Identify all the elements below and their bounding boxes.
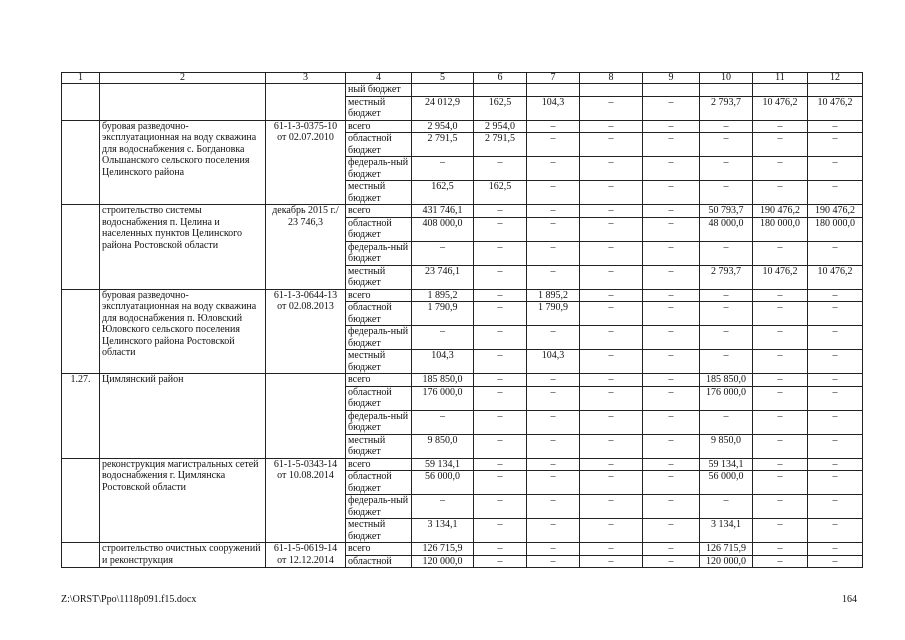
cell-value: – xyxy=(700,350,753,374)
funding-type: местный бюджет xyxy=(346,519,412,543)
table-row xyxy=(62,289,863,302)
cell-value: – xyxy=(753,350,808,374)
cell-value: – xyxy=(753,326,808,350)
cell-value: – xyxy=(643,386,700,410)
cell-value: – xyxy=(700,241,753,265)
cell-value: – xyxy=(412,326,474,350)
cell-value: – xyxy=(474,458,527,471)
cell-value: – xyxy=(474,350,527,374)
funding-type: местный бюджет xyxy=(346,96,412,120)
cell-value: – xyxy=(753,495,808,519)
cell-value: – xyxy=(527,471,580,495)
cell-value: – xyxy=(753,241,808,265)
cell-value: – xyxy=(643,495,700,519)
cell-value: – xyxy=(753,458,808,471)
cell-value: – xyxy=(643,157,700,181)
cell-value: 2 791,5 xyxy=(412,133,474,157)
file-path: Z:\ORST\Ppo\1118p091.f15.docx xyxy=(61,594,197,605)
cell-value: – xyxy=(580,326,643,350)
cell-value: – xyxy=(527,217,580,241)
cell-value: 162,5 xyxy=(412,181,474,205)
cell-value: – xyxy=(474,543,527,556)
object-code xyxy=(266,84,346,121)
cell-value: – xyxy=(527,265,580,289)
cell-value: – xyxy=(580,386,643,410)
cell-value: 1 790,9 xyxy=(412,302,474,326)
cell-value: – xyxy=(580,410,643,434)
funding-type: областной бюджет xyxy=(346,217,412,241)
funding-type: всего xyxy=(346,205,412,218)
cell-value: – xyxy=(474,495,527,519)
table-row xyxy=(62,374,863,387)
cell-value: – xyxy=(643,555,700,568)
row-number xyxy=(62,120,100,205)
cell-value: – xyxy=(808,374,863,387)
table-row xyxy=(62,120,863,133)
cell-value: 190 476,2 xyxy=(808,205,863,218)
row-number xyxy=(62,84,100,121)
object-code xyxy=(266,374,346,459)
object-name: буровая разведочно-эксплуатационная на воду скважина для водоснабжения с. Богдановка Ольшанского сельского поселения Целинского района xyxy=(100,120,266,205)
funding-type: всего xyxy=(346,289,412,302)
object-code: 61-1-3-0375-10 от 02.07.2010 xyxy=(266,120,346,205)
cell-value: – xyxy=(643,265,700,289)
cell-value: 3 134,1 xyxy=(412,519,474,543)
cell-value: – xyxy=(527,181,580,205)
cell-value: 180 000,0 xyxy=(808,217,863,241)
funding-type: областной xyxy=(346,555,412,568)
cell-value: – xyxy=(643,133,700,157)
cell-value: – xyxy=(580,241,643,265)
cell-value: 1 895,2 xyxy=(527,289,580,302)
cell-value: 9 850,0 xyxy=(412,434,474,458)
cell-value: – xyxy=(753,543,808,556)
funding-type: местный бюджет xyxy=(346,434,412,458)
cell-value: – xyxy=(527,205,580,218)
table-row xyxy=(62,543,863,556)
funding-type: федераль-ный бюджет xyxy=(346,157,412,181)
object-code: 61-1-5-0343-14 от 10.08.2014 xyxy=(266,458,346,543)
cell-value: – xyxy=(643,350,700,374)
cell-value: – xyxy=(580,350,643,374)
cell-value: – xyxy=(643,434,700,458)
cell-value: – xyxy=(580,289,643,302)
budget-table xyxy=(61,72,863,568)
cell-value: – xyxy=(474,289,527,302)
cell-value: 176 000,0 xyxy=(412,386,474,410)
cell-value: – xyxy=(474,555,527,568)
cell-value: – xyxy=(580,133,643,157)
cell-value: 23 746,1 xyxy=(412,265,474,289)
cell-value: – xyxy=(753,410,808,434)
cell-value: – xyxy=(580,181,643,205)
cell-value: 120 000,0 xyxy=(412,555,474,568)
row-number xyxy=(62,205,100,290)
table-row xyxy=(62,84,863,97)
cell-value: – xyxy=(412,495,474,519)
cell-value: 24 012,9 xyxy=(412,96,474,120)
cell-value: – xyxy=(753,374,808,387)
cell-value: – xyxy=(700,157,753,181)
cell-value: – xyxy=(643,410,700,434)
cell-value: – xyxy=(643,458,700,471)
cell-value: – xyxy=(412,241,474,265)
cell-value: – xyxy=(643,519,700,543)
cell-value: – xyxy=(580,302,643,326)
cell-value: – xyxy=(808,157,863,181)
cell-value: – xyxy=(700,289,753,302)
cell-value: – xyxy=(580,157,643,181)
cell-value: – xyxy=(753,289,808,302)
funding-type: всего xyxy=(346,458,412,471)
row-number xyxy=(62,289,100,374)
cell-value: – xyxy=(700,326,753,350)
cell-value: – xyxy=(808,326,863,350)
cell-value: – xyxy=(580,205,643,218)
cell-value: – xyxy=(643,96,700,120)
cell-value: – xyxy=(474,241,527,265)
cell-value: 120 000,0 xyxy=(700,555,753,568)
funding-type: местный бюджет xyxy=(346,181,412,205)
cell-value: – xyxy=(474,386,527,410)
cell-value: – xyxy=(412,157,474,181)
cell-value: – xyxy=(808,495,863,519)
cell-value: – xyxy=(808,386,863,410)
col-header: 4 xyxy=(346,73,412,84)
cell-value: 126 715,9 xyxy=(700,543,753,556)
page-number: 164 xyxy=(842,594,857,605)
col-header: 3 xyxy=(266,73,346,84)
object-name: реконструкция магистральных сетей водоснабжения г. Цимлянска Ростовской области xyxy=(100,458,266,543)
cell-value: – xyxy=(643,289,700,302)
col-header: 12 xyxy=(808,73,863,84)
row-number: 1.27. xyxy=(62,374,100,459)
cell-value: – xyxy=(643,374,700,387)
cell-value: – xyxy=(808,120,863,133)
cell-value: – xyxy=(580,471,643,495)
funding-type: федераль-ный бюджет xyxy=(346,241,412,265)
cell-value: – xyxy=(474,471,527,495)
cell-value: – xyxy=(643,302,700,326)
cell-value: – xyxy=(580,543,643,556)
cell-value: – xyxy=(700,120,753,133)
table-row xyxy=(62,458,863,471)
col-header: 6 xyxy=(474,73,527,84)
object-code: 61-1-5-0619-14 от 12.12.2014 xyxy=(266,543,346,568)
cell-value: – xyxy=(474,265,527,289)
cell-value: – xyxy=(527,543,580,556)
cell-value: – xyxy=(580,458,643,471)
cell-value: 48 000,0 xyxy=(700,217,753,241)
cell-value: – xyxy=(474,374,527,387)
cell-value: 190 476,2 xyxy=(753,205,808,218)
cell-value: – xyxy=(643,241,700,265)
funding-type: федераль-ный бюджет xyxy=(346,410,412,434)
cell-value: – xyxy=(808,241,863,265)
cell-value: – xyxy=(753,519,808,543)
cell-value: – xyxy=(643,326,700,350)
cell-value: – xyxy=(753,386,808,410)
cell-value: – xyxy=(808,434,863,458)
table-row xyxy=(62,205,863,218)
funding-type: всего xyxy=(346,543,412,556)
cell-value: 10 476,2 xyxy=(808,96,863,120)
cell-value: – xyxy=(527,133,580,157)
cell-value: – xyxy=(580,374,643,387)
cell-value: 56 000,0 xyxy=(412,471,474,495)
cell-value: 2 793,7 xyxy=(700,265,753,289)
cell-value: – xyxy=(527,241,580,265)
object-name: строительство очистных сооружений и реконструкция xyxy=(100,543,266,568)
cell-value: – xyxy=(643,471,700,495)
cell-value: – xyxy=(474,302,527,326)
cell-value: – xyxy=(527,386,580,410)
cell-value: – xyxy=(580,434,643,458)
cell-value: – xyxy=(527,410,580,434)
cell-value: 180 000,0 xyxy=(753,217,808,241)
cell-value: – xyxy=(580,120,643,133)
cell-value: – xyxy=(643,120,700,133)
cell-value: – xyxy=(527,555,580,568)
cell-value: 185 850,0 xyxy=(700,374,753,387)
cell-value: – xyxy=(753,302,808,326)
cell-value: – xyxy=(753,555,808,568)
cell-value: 2 954,0 xyxy=(474,120,527,133)
cell-value: – xyxy=(808,555,863,568)
cell-value: – xyxy=(808,519,863,543)
cell-value: – xyxy=(643,217,700,241)
cell-value: – xyxy=(753,120,808,133)
row-number xyxy=(62,543,100,568)
cell-value: 10 476,2 xyxy=(753,96,808,120)
cell-value: 104,3 xyxy=(412,350,474,374)
funding-type: местный бюджет xyxy=(346,265,412,289)
object-name xyxy=(100,84,266,121)
cell-value: 10 476,2 xyxy=(753,265,808,289)
cell-value: – xyxy=(527,495,580,519)
object-name: строительство системы водоснабжения п. Целина и населенных пунктов Целинского района Ростовской области xyxy=(100,205,266,290)
cell-value: 9 850,0 xyxy=(700,434,753,458)
object-name: буровая разведочно-эксплуатационная на воду скважина для водоснабжения п. Юловский Юловского сельского поселения Целинского района Ростовской области xyxy=(100,289,266,374)
cell-value: – xyxy=(527,434,580,458)
funding-type: всего xyxy=(346,120,412,133)
cell-value: – xyxy=(808,543,863,556)
funding-type: федераль-ный бюджет xyxy=(346,326,412,350)
funding-type: областной бюджет xyxy=(346,302,412,326)
cell-value: – xyxy=(808,471,863,495)
col-header: 2 xyxy=(100,73,266,84)
column-number-row xyxy=(62,73,863,84)
cell-value: – xyxy=(527,120,580,133)
cell-value: – xyxy=(643,181,700,205)
cell-value: – xyxy=(753,157,808,181)
cell-value: – xyxy=(474,217,527,241)
cell-value: – xyxy=(700,181,753,205)
object-name: Цимлянский район xyxy=(100,374,266,459)
cell-value: 59 134,1 xyxy=(700,458,753,471)
funding-type: ный бюджет xyxy=(346,84,412,97)
col-header: 10 xyxy=(700,73,753,84)
cell-value: – xyxy=(580,519,643,543)
cell-value: – xyxy=(580,555,643,568)
cell-value: 50 793,7 xyxy=(700,205,753,218)
cell-value: – xyxy=(753,181,808,205)
cell-value: – xyxy=(527,458,580,471)
cell-value: – xyxy=(527,326,580,350)
cell-value: – xyxy=(527,519,580,543)
cell-value: – xyxy=(412,410,474,434)
cell-value: 408 000,0 xyxy=(412,217,474,241)
cell-value: – xyxy=(643,543,700,556)
cell-value: – xyxy=(474,434,527,458)
cell-value: – xyxy=(808,410,863,434)
object-code: 61-1-3-0644-13 от 02.08.2013 xyxy=(266,289,346,374)
cell-value: 2 793,7 xyxy=(700,96,753,120)
funding-type: федераль-ный бюджет xyxy=(346,495,412,519)
cell-value: – xyxy=(580,96,643,120)
cell-value: 3 134,1 xyxy=(700,519,753,543)
cell-value: – xyxy=(808,302,863,326)
cell-value: – xyxy=(474,410,527,434)
col-header: 11 xyxy=(753,73,808,84)
cell-value: 162,5 xyxy=(474,181,527,205)
cell-value: – xyxy=(700,410,753,434)
funding-type: областной бюджет xyxy=(346,386,412,410)
cell-value: – xyxy=(474,326,527,350)
cell-value: 162,5 xyxy=(474,96,527,120)
cell-value: – xyxy=(474,205,527,218)
cell-value: 104,3 xyxy=(527,96,580,120)
col-header: 7 xyxy=(527,73,580,84)
cell-value: 59 134,1 xyxy=(412,458,474,471)
cell-value: – xyxy=(474,519,527,543)
cell-value: – xyxy=(700,302,753,326)
cell-value: – xyxy=(580,217,643,241)
cell-value: – xyxy=(808,458,863,471)
col-header: 9 xyxy=(643,73,700,84)
cell-value: – xyxy=(700,133,753,157)
col-header: 8 xyxy=(580,73,643,84)
col-header: 1 xyxy=(62,73,100,84)
cell-value: 56 000,0 xyxy=(700,471,753,495)
cell-value: 1 895,2 xyxy=(412,289,474,302)
cell-value: 126 715,9 xyxy=(412,543,474,556)
cell-value: – xyxy=(808,350,863,374)
row-number xyxy=(62,458,100,543)
object-code: декабрь 2015 г./ 23 746,3 xyxy=(266,205,346,290)
cell-value: – xyxy=(527,374,580,387)
cell-value: 185 850,0 xyxy=(412,374,474,387)
cell-value: – xyxy=(808,133,863,157)
funding-type: областной бюджет xyxy=(346,471,412,495)
cell-value: – xyxy=(700,495,753,519)
cell-value: – xyxy=(527,157,580,181)
cell-value: – xyxy=(753,471,808,495)
cell-value: 176 000,0 xyxy=(700,386,753,410)
cell-value: 1 790,9 xyxy=(527,302,580,326)
cell-value: – xyxy=(753,133,808,157)
cell-value: – xyxy=(808,181,863,205)
cell-value: – xyxy=(808,289,863,302)
cell-value: 2 791,5 xyxy=(474,133,527,157)
cell-value: – xyxy=(474,157,527,181)
cell-value: – xyxy=(580,495,643,519)
table-body xyxy=(62,84,863,568)
funding-type: областной бюджет xyxy=(346,133,412,157)
funding-type: местный бюджет xyxy=(346,350,412,374)
cell-value: 2 954,0 xyxy=(412,120,474,133)
cell-value: – xyxy=(580,265,643,289)
cell-value: 10 476,2 xyxy=(808,265,863,289)
cell-value: 431 746,1 xyxy=(412,205,474,218)
cell-value: – xyxy=(753,434,808,458)
col-header: 5 xyxy=(412,73,474,84)
funding-type: всего xyxy=(346,374,412,387)
cell-value: 104,3 xyxy=(527,350,580,374)
cell-value: – xyxy=(643,205,700,218)
